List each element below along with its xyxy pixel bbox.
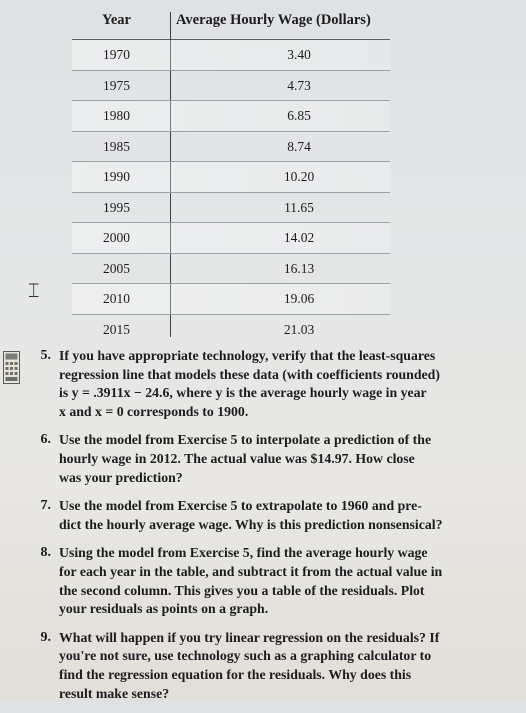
exercise-text: Use the model from Exercise 5 to extrapolate to 1960 and pre- dict the hourly average wage. Why is this prediction nonsensical?: [59, 498, 443, 532]
text-cursor-icon: ⌶: [28, 280, 40, 302]
wage-cell: 19.06: [283, 291, 315, 306]
year-cell: 2015: [103, 321, 130, 337]
year-cell: 1995: [103, 199, 130, 215]
table-row: [72, 101, 390, 132]
wage-column-header: Average Hourly Wage (Dollars): [176, 12, 371, 28]
exercise-8: [30, 544, 490, 618]
exercise-6: [30, 431, 490, 487]
table-row: [72, 223, 390, 254]
year-cell: 2010: [103, 291, 130, 306]
year-cell: 1975: [103, 77, 130, 93]
wage-cell: 21.03: [283, 321, 315, 337]
wage-cell: 11.65: [284, 199, 314, 215]
exercise-number: 8.: [40, 545, 51, 561]
exercise-number: 5.: [40, 348, 51, 363]
wage-cell: 4.73: [287, 77, 311, 93]
exercise-text: What will happen if you try linear regression on the residuals? If you're not sure, use technology such as a graphing calculator to find the regression equation for the residuals. Why does this result make sense?: [59, 629, 440, 701]
table-row: [72, 284, 390, 315]
table-row: [72, 71, 390, 102]
exercise-5: [30, 347, 490, 421]
table-body: [72, 40, 390, 344]
table-header-row: [72, 0, 390, 40]
wage-cell: 6.85: [287, 108, 311, 123]
exercise-list: [30, 347, 490, 713]
exercise-text: Use the model from Exercise 5 to interpolate a prediction of the hourly wage in 2012. The actual value was $14.97. How close was your prediction?: [59, 432, 432, 485]
exercise-text: If you have appropriate technology, verify that the least-squares regression line that models these data (with coefficients rounded) is y = .3911x − 24.6, where y is the average hourly wage in year x and x = 0 corresponds to 1900.: [59, 348, 440, 419]
wage-cell: 16.13: [283, 260, 315, 276]
exercise-number: 9.: [40, 629, 51, 645]
year-column-header: Year: [102, 12, 131, 28]
exercise-text: Using the model from Exercise 5, find the average hourly wage for each year in the table, and subtract it from the actual value in the second column. This gives you a table of the residuals. Plot your residuals as points on a graph.: [59, 545, 443, 617]
table-row: [72, 162, 390, 193]
year-cell: 2000: [103, 230, 130, 245]
wage-cell: 8.74: [287, 138, 311, 154]
calculator-icon: [3, 351, 20, 384]
table-row: [72, 132, 390, 163]
exercise-9: [30, 629, 490, 703]
table-row: [72, 40, 390, 71]
table-row: [72, 254, 390, 285]
year-cell: 1970: [103, 47, 130, 62]
exercise-7: [30, 497, 490, 534]
exercise-number: 6.: [40, 432, 51, 448]
year-cell: 2005: [103, 260, 130, 276]
year-cell: 1980: [103, 108, 130, 123]
wage-cell: 14.02: [283, 230, 315, 245]
year-cell: 1985: [103, 138, 130, 154]
wage-table: [72, 0, 390, 344]
year-cell: 1990: [103, 169, 130, 184]
table-row: [72, 193, 390, 224]
exercise-number: 7.: [40, 498, 51, 514]
wage-cell: 3.40: [287, 47, 311, 62]
wage-cell: 10.20: [283, 169, 315, 184]
table-row: [72, 315, 390, 345]
